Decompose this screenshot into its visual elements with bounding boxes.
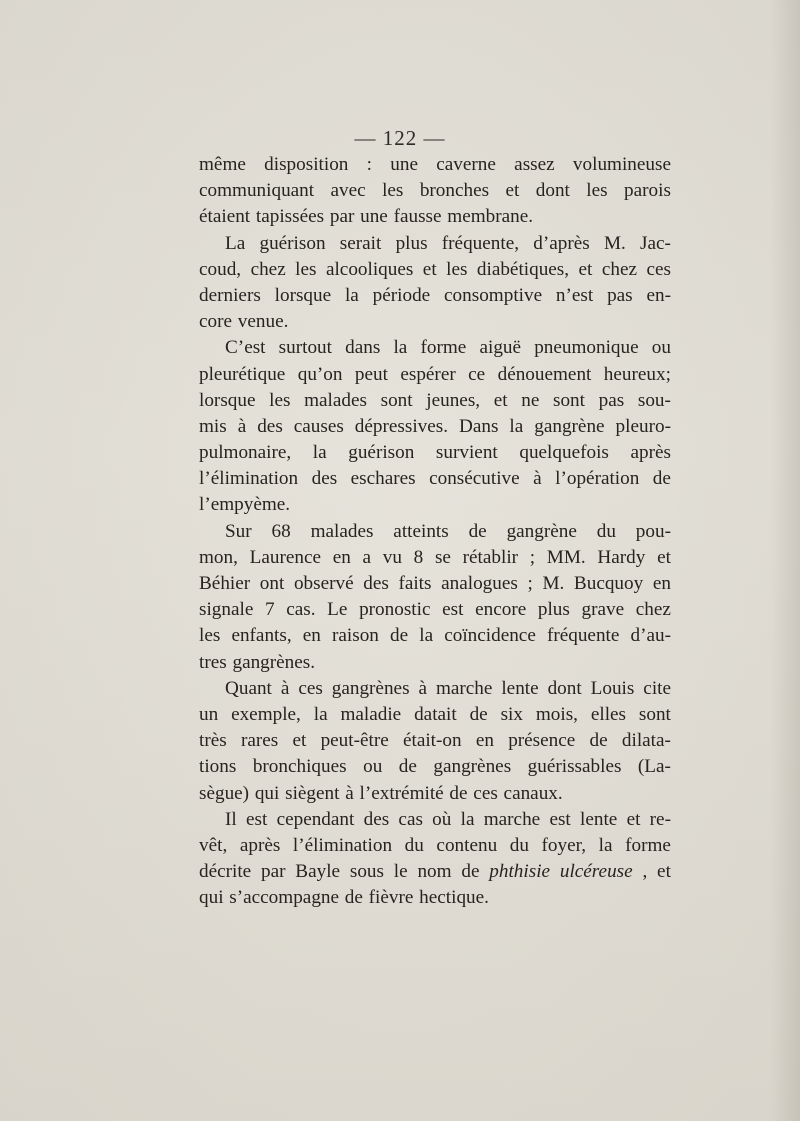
word: gangrènes. bbox=[232, 651, 316, 673]
word: Sur bbox=[225, 520, 252, 542]
word: les bbox=[382, 180, 404, 202]
word: vu bbox=[382, 546, 402, 568]
word: rares bbox=[240, 730, 279, 752]
word: faits bbox=[398, 573, 432, 594]
word: ; bbox=[529, 546, 536, 568]
page-number: — 122 — bbox=[354, 126, 446, 150]
word: était-on bbox=[402, 730, 462, 752]
word: fréquente bbox=[546, 625, 620, 647]
word: espérer bbox=[400, 363, 456, 385]
word: sont bbox=[553, 389, 585, 411]
word: dilata- bbox=[621, 730, 671, 752]
word: lente bbox=[580, 808, 618, 830]
word: est bbox=[442, 599, 464, 621]
word: décrite bbox=[199, 861, 252, 883]
word: siègent bbox=[285, 782, 340, 804]
paragraph bbox=[199, 807, 671, 912]
word: ce bbox=[468, 363, 486, 385]
word: 68 bbox=[271, 520, 291, 542]
paragraph bbox=[199, 676, 671, 807]
word: étaient bbox=[199, 206, 251, 228]
word: dénouement bbox=[497, 363, 592, 385]
word: et bbox=[292, 730, 307, 752]
word: la bbox=[419, 625, 434, 647]
word: avec bbox=[330, 180, 366, 202]
word: a bbox=[362, 546, 372, 568]
word: à bbox=[533, 468, 542, 490]
word: forme bbox=[420, 337, 467, 359]
text-line bbox=[199, 702, 671, 728]
word: coud, bbox=[199, 258, 242, 280]
word: l’empyème. bbox=[199, 494, 291, 516]
word: : bbox=[366, 154, 372, 175]
word: hectique. bbox=[419, 887, 489, 909]
word: volumineuse bbox=[572, 154, 671, 175]
word: serait bbox=[339, 232, 382, 254]
word: diabétiques, bbox=[476, 258, 570, 280]
word: s’accompagne bbox=[229, 887, 340, 909]
word: M. bbox=[603, 232, 626, 254]
word: gangrènes bbox=[331, 677, 410, 699]
word: la bbox=[598, 834, 613, 856]
word: lorsque bbox=[274, 284, 332, 306]
word: causes bbox=[293, 415, 344, 437]
text-line bbox=[199, 650, 671, 676]
word: de bbox=[652, 468, 671, 490]
word: l’opération bbox=[555, 468, 640, 490]
text-line bbox=[199, 807, 671, 833]
word: rétablir bbox=[462, 546, 519, 568]
word: de bbox=[469, 703, 488, 725]
word: ont bbox=[259, 573, 285, 594]
word: aiguë bbox=[479, 337, 522, 359]
word: forme bbox=[625, 834, 671, 856]
word: consomptive bbox=[444, 284, 543, 306]
word: mis bbox=[199, 415, 227, 437]
word: pneumonique bbox=[534, 337, 639, 359]
text-line bbox=[199, 833, 671, 859]
word: marche bbox=[435, 677, 493, 699]
word: pronostic bbox=[359, 599, 431, 621]
word: peut-être bbox=[320, 730, 389, 752]
word: heureux; bbox=[603, 363, 671, 385]
word: du bbox=[404, 834, 424, 856]
word: l’extrémité bbox=[359, 782, 444, 804]
word: le bbox=[393, 861, 408, 883]
text-line bbox=[199, 257, 671, 283]
paragraph bbox=[199, 231, 671, 336]
word: après bbox=[239, 834, 281, 856]
page-shadow-edge bbox=[770, 0, 800, 1121]
word: alcooliques bbox=[325, 258, 414, 280]
word: six bbox=[500, 703, 523, 725]
word: les bbox=[446, 258, 468, 280]
word: la bbox=[393, 337, 408, 359]
word: Il bbox=[225, 808, 237, 830]
word: gangrène bbox=[506, 520, 577, 542]
word: en bbox=[475, 730, 494, 752]
word: qu’on bbox=[297, 363, 343, 385]
text-line bbox=[199, 597, 671, 623]
word: la bbox=[313, 703, 328, 725]
body-text bbox=[199, 152, 671, 911]
word: jeunes, bbox=[426, 389, 481, 411]
word: du bbox=[596, 520, 616, 542]
word: chez bbox=[601, 258, 637, 280]
word: un bbox=[199, 703, 219, 725]
text-line bbox=[199, 414, 671, 440]
word: pleuro- bbox=[615, 415, 671, 437]
word: ; bbox=[527, 573, 533, 594]
word: Louis bbox=[590, 677, 635, 699]
word: caverne bbox=[436, 154, 496, 175]
word: à bbox=[237, 415, 247, 437]
word: (La- bbox=[637, 756, 671, 778]
text-line bbox=[199, 283, 671, 309]
word: lente bbox=[501, 677, 539, 699]
paragraph bbox=[199, 152, 671, 231]
word: dépressives. bbox=[354, 415, 449, 437]
word: est bbox=[549, 808, 571, 830]
word: disposition bbox=[264, 154, 349, 175]
word: MM. bbox=[546, 546, 586, 568]
word: à bbox=[345, 782, 354, 804]
word: et bbox=[493, 389, 508, 411]
word: maladie bbox=[340, 703, 402, 725]
word: pas bbox=[598, 389, 625, 411]
word: la bbox=[344, 284, 359, 306]
word: canaux. bbox=[503, 782, 563, 804]
word: marche bbox=[483, 808, 541, 830]
word: les bbox=[586, 180, 608, 202]
word: , bbox=[642, 861, 648, 883]
word: par bbox=[261, 861, 286, 883]
word: de bbox=[589, 730, 608, 752]
word: elles bbox=[590, 703, 627, 725]
word: sous bbox=[349, 861, 384, 883]
text-line bbox=[199, 754, 671, 780]
word: La bbox=[225, 232, 246, 254]
text-line bbox=[199, 466, 671, 492]
word: une bbox=[360, 206, 388, 228]
word: survient bbox=[435, 442, 498, 464]
word: cas bbox=[398, 808, 423, 830]
word: l’élimination bbox=[199, 468, 299, 490]
word: M. bbox=[542, 573, 565, 594]
word: malades bbox=[304, 389, 367, 411]
word: vêt, bbox=[199, 834, 228, 856]
word: chez bbox=[250, 258, 286, 280]
word: Jac- bbox=[640, 232, 671, 254]
word: n’est bbox=[555, 284, 594, 306]
word: plus bbox=[537, 599, 570, 621]
word: fréquente, bbox=[441, 232, 520, 254]
word: ces bbox=[298, 677, 323, 699]
word: atteints bbox=[393, 520, 449, 542]
word: se bbox=[434, 546, 451, 568]
word: gangrènes bbox=[433, 756, 512, 778]
word: peut bbox=[354, 363, 388, 385]
word: mon, bbox=[199, 546, 238, 568]
word: période bbox=[372, 284, 431, 306]
word: ou bbox=[363, 756, 383, 778]
text-line bbox=[199, 231, 671, 257]
text-line bbox=[199, 545, 671, 571]
word: du bbox=[509, 834, 529, 856]
word: malades bbox=[310, 520, 374, 542]
paragraph bbox=[199, 335, 671, 518]
word: encore bbox=[475, 599, 527, 621]
word: quelquefois bbox=[519, 442, 609, 464]
word: pleurétique bbox=[199, 363, 286, 385]
word: à bbox=[418, 677, 427, 699]
word: d’après bbox=[533, 232, 590, 254]
word: pou- bbox=[635, 520, 671, 542]
text-line bbox=[199, 571, 671, 597]
word: Hardy bbox=[597, 546, 646, 568]
word: communiquant bbox=[199, 180, 315, 202]
word: chez bbox=[635, 599, 671, 621]
word: et bbox=[626, 808, 641, 830]
word: lorsque bbox=[199, 389, 256, 411]
word: fausse bbox=[393, 206, 442, 228]
word: fièvre bbox=[368, 887, 414, 909]
word: et bbox=[657, 861, 671, 883]
word: est bbox=[245, 808, 268, 830]
text-line bbox=[199, 781, 671, 807]
text-line bbox=[199, 859, 671, 885]
word: où bbox=[432, 808, 452, 830]
word: la bbox=[460, 808, 475, 830]
word: sont bbox=[380, 389, 413, 411]
word: de bbox=[344, 887, 363, 909]
word: guérissables bbox=[527, 756, 622, 778]
word: bronchiques bbox=[252, 756, 347, 778]
word: enfants, bbox=[231, 625, 292, 647]
word: la bbox=[509, 415, 524, 437]
word: de bbox=[390, 625, 409, 647]
word: foyer, bbox=[541, 834, 587, 856]
text-line bbox=[199, 362, 671, 388]
word: et bbox=[657, 546, 671, 568]
word: ou bbox=[651, 337, 671, 359]
text-line bbox=[199, 519, 671, 545]
word: en bbox=[302, 625, 321, 647]
word: core bbox=[199, 311, 233, 333]
word: en bbox=[332, 546, 351, 568]
word: tres bbox=[199, 651, 227, 673]
word: très bbox=[199, 730, 227, 752]
text-line bbox=[199, 204, 671, 230]
word: une bbox=[390, 154, 418, 175]
word: datait bbox=[414, 703, 457, 725]
word: ne bbox=[521, 389, 540, 411]
word: et bbox=[578, 258, 593, 280]
word: observé bbox=[293, 573, 354, 594]
text-line bbox=[199, 676, 671, 702]
word: cependant bbox=[276, 808, 355, 830]
word: des bbox=[311, 468, 338, 490]
word: sou- bbox=[637, 389, 671, 411]
word: et bbox=[505, 180, 520, 202]
text-line bbox=[199, 178, 671, 204]
word: raison bbox=[332, 625, 379, 647]
word: de bbox=[449, 782, 468, 804]
word: gangrène bbox=[534, 415, 605, 437]
word: les bbox=[199, 625, 221, 647]
word: pulmonaire, bbox=[199, 442, 292, 464]
word: des bbox=[363, 808, 390, 830]
word: d’au- bbox=[630, 625, 671, 647]
text-line bbox=[199, 440, 671, 466]
word: les bbox=[269, 389, 291, 411]
text-line bbox=[199, 623, 671, 649]
word: bronches bbox=[419, 180, 490, 202]
word: guérison bbox=[348, 442, 415, 464]
text-line bbox=[199, 335, 671, 361]
word: membrane. bbox=[447, 206, 534, 228]
word: en- bbox=[646, 284, 671, 306]
word: plus bbox=[395, 232, 428, 254]
word: Bucquoy bbox=[573, 573, 644, 594]
word: guérison bbox=[259, 232, 326, 254]
text-line bbox=[199, 388, 671, 414]
word: Béhier bbox=[199, 573, 251, 594]
text-line bbox=[199, 309, 671, 335]
word: et bbox=[422, 258, 437, 280]
word: surtout bbox=[278, 337, 332, 359]
word: pas bbox=[607, 284, 633, 306]
word: tions bbox=[199, 756, 237, 778]
word: des bbox=[257, 415, 283, 437]
text-line bbox=[199, 728, 671, 754]
word: derniers bbox=[199, 284, 261, 306]
word: après bbox=[630, 442, 671, 464]
word: sègue) bbox=[199, 782, 250, 804]
text-line bbox=[199, 492, 671, 518]
word: assez bbox=[514, 154, 555, 175]
word: à bbox=[280, 677, 290, 699]
word: grave bbox=[581, 599, 625, 621]
word: les bbox=[295, 258, 317, 280]
text-line bbox=[199, 885, 671, 911]
word: Bayle bbox=[295, 861, 341, 883]
word: cite bbox=[643, 677, 671, 699]
word: nom bbox=[417, 861, 452, 883]
word: ces bbox=[473, 782, 498, 804]
word: mois, bbox=[535, 703, 578, 725]
word: re- bbox=[649, 808, 671, 830]
word: de bbox=[461, 861, 480, 883]
word: dont bbox=[547, 677, 582, 699]
word: Dans bbox=[459, 415, 499, 437]
word: sont bbox=[638, 703, 671, 725]
word: Laurence bbox=[249, 546, 321, 568]
word: qui bbox=[199, 887, 224, 909]
word: tapissées bbox=[255, 206, 325, 228]
word: la bbox=[312, 442, 327, 464]
word: venue. bbox=[237, 311, 289, 333]
word: 7 bbox=[265, 599, 275, 621]
word: coïncidence bbox=[444, 625, 536, 647]
word: de bbox=[398, 756, 417, 778]
word: signale bbox=[199, 599, 254, 621]
word: qui bbox=[254, 782, 280, 804]
word: en bbox=[652, 573, 671, 594]
word: même bbox=[199, 154, 246, 175]
word: des bbox=[363, 573, 389, 594]
text-line bbox=[199, 152, 671, 178]
italic-word: phthisie bbox=[489, 861, 551, 883]
word: dont bbox=[535, 180, 570, 202]
word: 8 bbox=[413, 546, 424, 568]
word: eschares bbox=[350, 468, 416, 490]
word: Le bbox=[327, 599, 348, 621]
word: ces bbox=[646, 258, 671, 280]
italic-word: ulcéreuse bbox=[559, 861, 633, 883]
word: Quant bbox=[225, 677, 272, 699]
word: dans bbox=[345, 337, 381, 359]
word: exemple, bbox=[231, 703, 301, 725]
word: présence bbox=[508, 730, 576, 752]
word: consécutive bbox=[429, 468, 520, 490]
word: parois bbox=[624, 180, 671, 202]
word: cas. bbox=[286, 599, 316, 621]
word: par bbox=[329, 206, 355, 228]
word: C’est bbox=[225, 337, 266, 359]
paragraph bbox=[199, 519, 671, 676]
word: l’élimination bbox=[292, 834, 393, 856]
word: de bbox=[468, 520, 487, 542]
word: analogues bbox=[441, 573, 518, 594]
word: contenu bbox=[436, 834, 498, 856]
